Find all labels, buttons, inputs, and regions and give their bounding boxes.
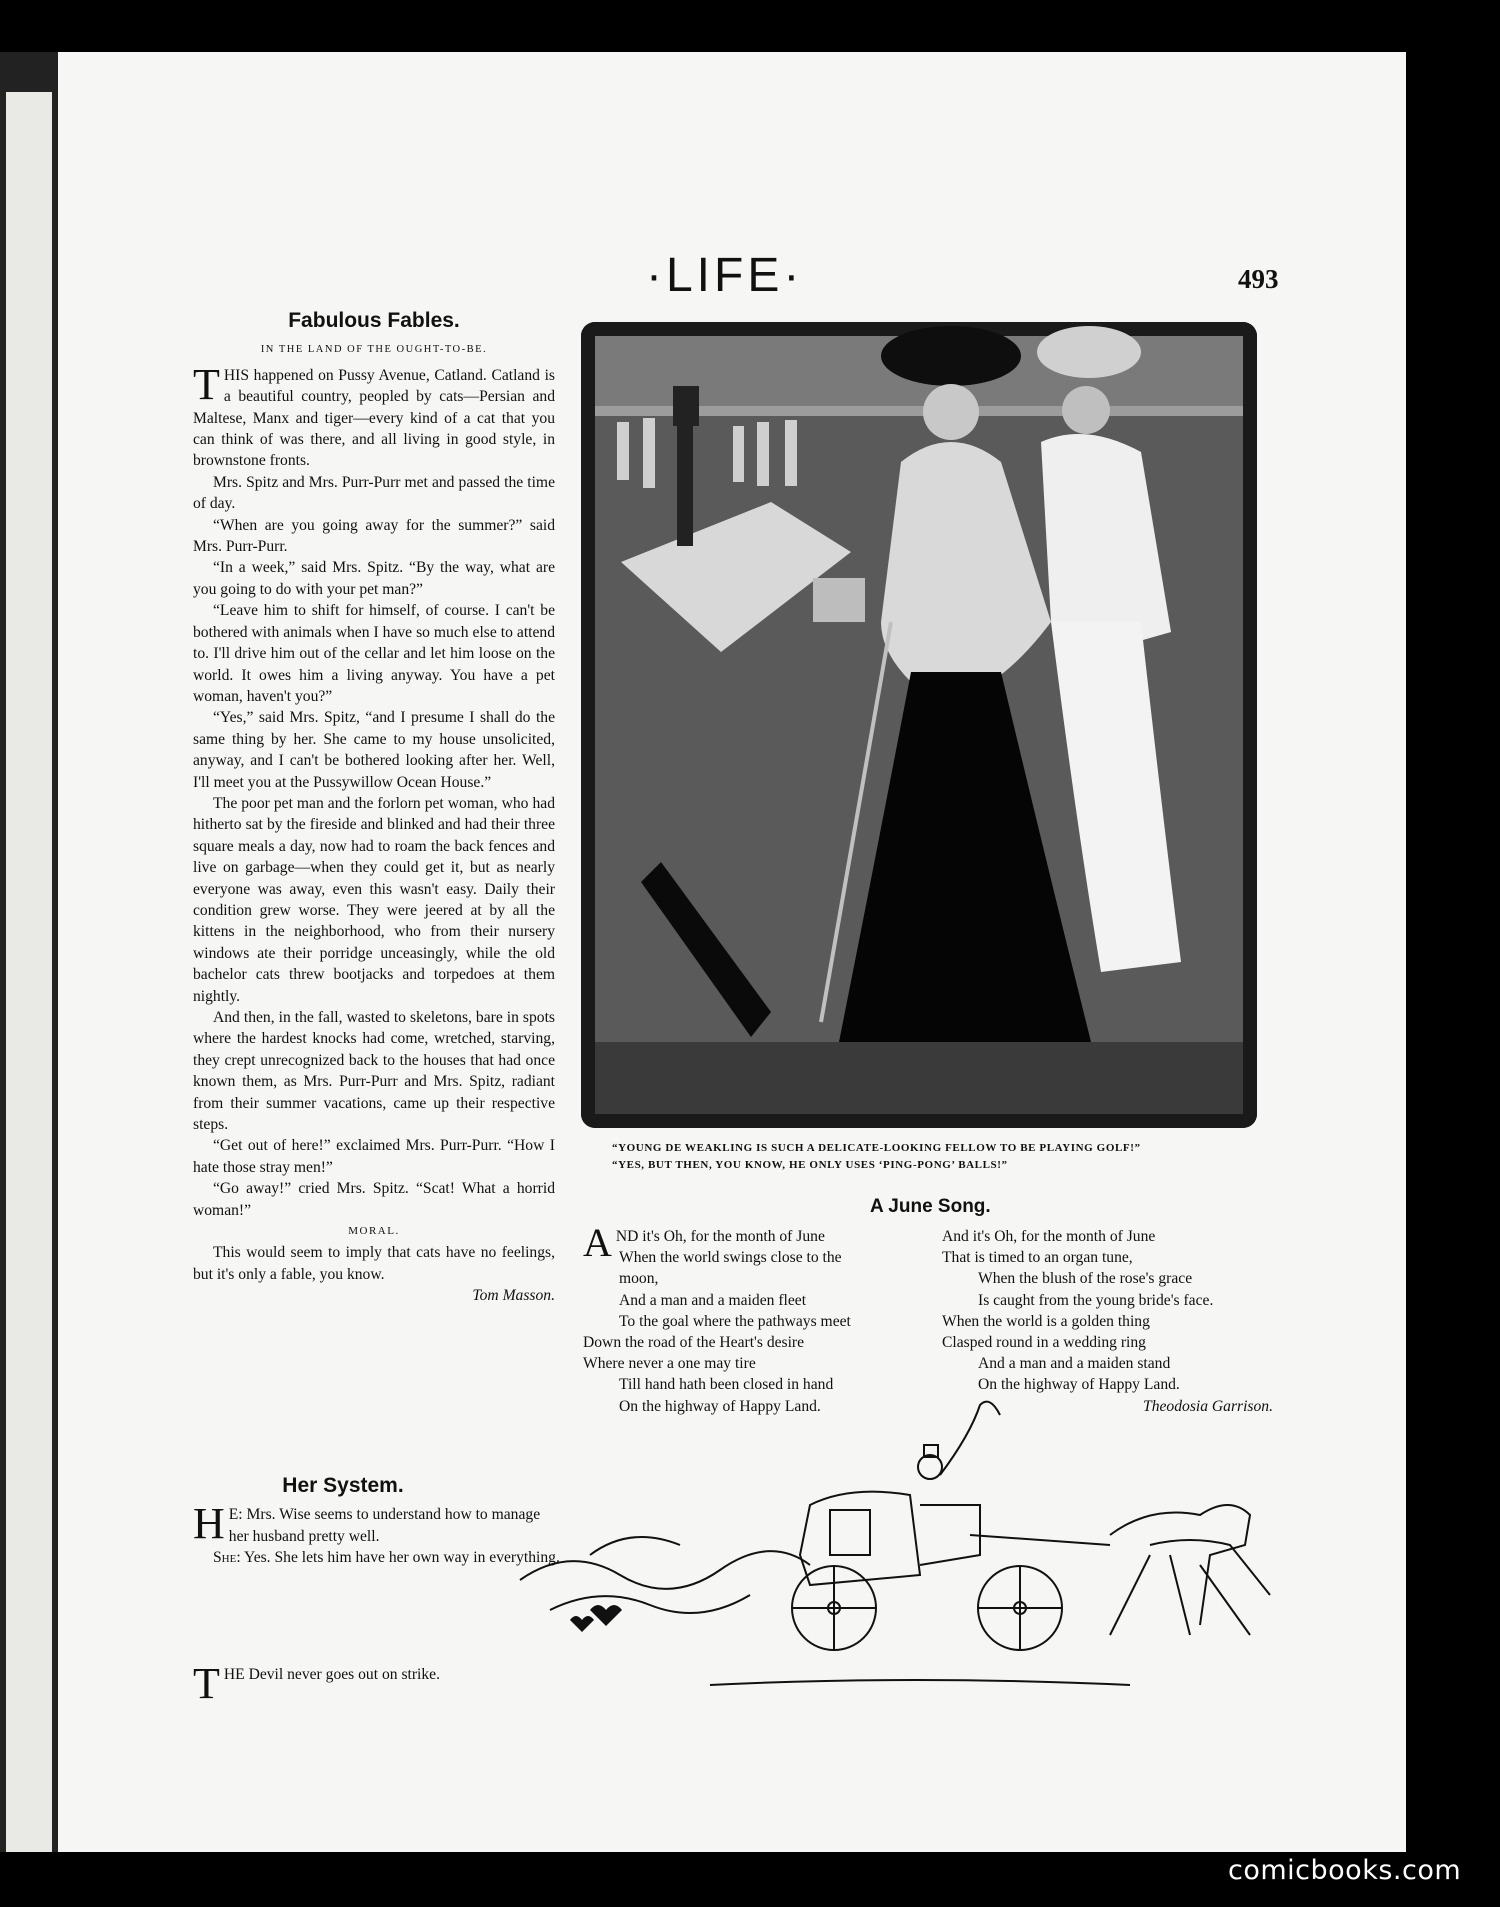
carriage-illustration	[510, 1395, 1290, 1705]
poem-line: On the highway of Happy Land.	[978, 1376, 1180, 1394]
masthead-title: ·LIFE·	[646, 249, 804, 302]
devil-quip: THE Devil never goes out on strike.	[193, 1659, 440, 1708]
june-song-right-stanza	[942, 1226, 1277, 1417]
fables-paragraph: “Yes,” said Mrs. Spitz, “and I presume I shall do the same thing by her. She came to my house unsolicited, anyway, and I can't be bothered looking after her. Well, I'll meet you at the Pussywillow Ocean House.”	[193, 709, 555, 791]
poem-line: moon,	[619, 1270, 659, 1288]
poem-line: On the highway of Happy Land.	[619, 1397, 821, 1415]
fables-paragraph: And then, in the fall, wasted to skeletons, bare in spots where the hardest knocks had come, wretched, starving, they crept unrecognized back to the houses that had once known them, as Mrs. Purr-Purr and Mrs. Spitz, radiant from their summer vacations, came up their respective steps.	[193, 1009, 555, 1134]
poem-line: AND it's Oh, for the month of June	[583, 1220, 825, 1265]
watermark-text: comicbooks.com	[1228, 1855, 1462, 1886]
fables-title: Fabulous Fables.	[288, 309, 460, 332]
june-song-dropcap: A	[583, 1220, 612, 1265]
facing-page-edge	[6, 92, 52, 1852]
poem-line: Down the road of the Heart's desire	[583, 1334, 805, 1352]
system-line: H E: Mrs. Wise seems to understand how to manage her husband pretty well.	[193, 1499, 541, 1549]
system-line: She: Yes. She lets him have her own way in everything.	[213, 1549, 560, 1567]
system-dropcap: H	[193, 1499, 225, 1549]
poem-line: When the blush of the rose's grace	[978, 1270, 1193, 1288]
golf-illustration	[581, 322, 1257, 1128]
poem-line: Is caught from the young bride's face.	[978, 1291, 1214, 1309]
fabulous-fables-article	[193, 310, 555, 1307]
poem-line: Till hand hath been closed in hand	[619, 1376, 834, 1394]
june-song-author: Theodosia Garrison.	[1143, 1397, 1273, 1415]
poem-line: And a man and a maiden fleet	[619, 1291, 807, 1309]
her-system-article	[193, 1475, 563, 1569]
fables-paragraph: “In a week,” said Mrs. Spitz. “By the way, what are you going to do with your pet man?”	[193, 559, 555, 598]
moral-text: This would seem to imply that cats have no feelings, but it's only a fable, you know.	[193, 1244, 555, 1283]
poem-line: When the world is a golden thing	[942, 1312, 1150, 1330]
caption-line: “YOUNG DE WEAKLING IS SUCH A DELICATE-LOOKING FELLOW TO BE PLAYING GOLF!”	[612, 1142, 1141, 1154]
poem-line: That is timed to an organ tune,	[942, 1249, 1133, 1267]
poem-line: When the world swings close to the	[619, 1249, 842, 1267]
moral-label: MORAL.	[348, 1225, 400, 1238]
fables-paragraph: “When are you going away for the summer?” said Mrs. Purr-Purr.	[193, 516, 555, 556]
caption-line: “YES, BUT THEN, YOU KNOW, HE ONLY USES ‘PING-PONG’ BALLS!”	[612, 1159, 1008, 1171]
poem-line: Where never a one may tire	[583, 1355, 756, 1373]
golf-scene-drawing	[581, 322, 1257, 1128]
fables-subtitle: IN THE LAND OF THE OUGHT-TO-BE.	[260, 344, 488, 356]
fables-paragraph: Mrs. Spitz and Mrs. Purr-Purr met and passed the time of day.	[193, 473, 555, 513]
poem-line: Clasped round in a wedding ring	[942, 1334, 1146, 1352]
page-number: 493	[1238, 264, 1279, 294]
fables-paragraph: “Leave him to shift for himself, of course. I can't be bothered with animals when I have so much else to attend to. I'll drive him out of the cellar and let him loose on the world. It owes him a living anyway. You have a pet woman, haven't you?”	[193, 602, 555, 705]
june-song-left-stanza	[583, 1220, 943, 1417]
devil-dropcap: T	[193, 1659, 220, 1708]
june-song-title: A June Song.	[870, 1196, 991, 1217]
fables-author: Tom Masson.	[472, 1287, 555, 1305]
fables-dropcap: T	[193, 359, 220, 409]
fables-paragraph: The poor pet man and the forlorn pet woman, who had hitherto sat by the fireside and blinked and had their three square meals a day, now had to roam the back fences and live on garbage—when they could get it, but as nearly everyone was away, even this wasn't easy. Daily their condition grew worse. They were jeered at by all the kittens in the neighborhood, who from their nursery windows ate their porridge unceasingly, while the old bachelor cats threw bootjacks and torpedoes at them nightly.	[193, 794, 555, 1005]
poem-line: And a man and a maiden stand	[978, 1355, 1171, 1373]
fables-paragraph: “Get out of here!” exclaimed Mrs. Purr-Purr. “How I hate those stray men!”	[193, 1137, 555, 1176]
poem-line: To the goal where the pathways meet	[619, 1312, 851, 1330]
her-system-title: Her System.	[282, 1474, 404, 1497]
fables-paragraph: “Go away!” cried Mrs. Spitz. “Scat! What a horrid woman!”	[193, 1180, 555, 1219]
page-gutter	[0, 52, 58, 1852]
poem-line: And it's Oh, for the month of June	[942, 1228, 1156, 1245]
fables-paragraph: THIS happened on Pussy Avenue, Catland. Catland is a beautiful country, peopled by cats—Persian and Maltese, Manx and tiger—every kind of a cat that you can think of was there, and all living in good style, in brownstone fronts.	[193, 359, 555, 470]
illustration-caption	[612, 1140, 1242, 1174]
